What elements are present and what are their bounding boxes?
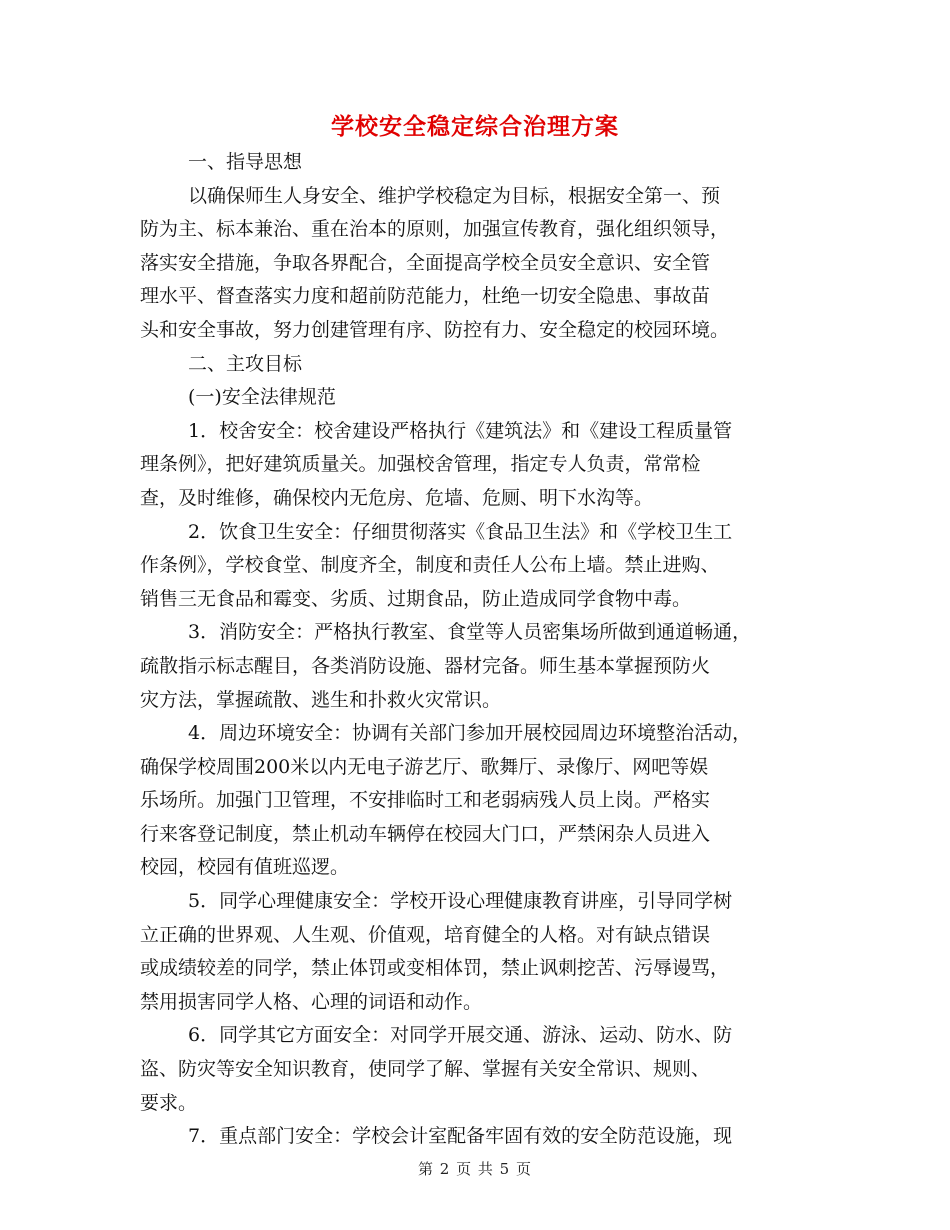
page-number-footer: 第 2 页 共 5 页 [418,1160,532,1178]
text-line: 校园，校园有值班巡逻。 [140,856,350,879]
text-line: 疏散指示标志醒目，各类消防设施、器材完备。师生基本掌握预防火 [140,654,711,677]
text-line: 理水平、督查落实力度和超前防范能力，杜绝一切安全隐患、事故苗 [140,285,711,308]
text-line: 头和安全事故，努力创建管理有序、防控有力、安全稳定的校园环境。 [140,318,730,341]
text-line: 行来客登记制度，禁止机动车辆停在校园大门口，严禁闲杂人员进入 [140,822,711,845]
text-line: 5．同学心理健康安全：学校开设心理健康教育讲座，引导同学树 [188,890,733,913]
document-body [140,146,805,1154]
text-line: 乐场所。加强门卫管理，不安排临时工和老弱病残人员上岗。严格实 [140,789,711,812]
text-line: 7．重点部门安全：学校会计室配备牢固有效的安全防范设施，现 [188,1125,733,1148]
text-line: 1．校舍安全：校舍建设严格执行《建筑法》和《建设工程质量管 [188,419,733,442]
document-title: 学校安全稳定综合治理方案 [331,113,619,140]
text-line: 灾方法，掌握疏散、逃生和扑救火灾常识。 [140,688,502,711]
text-line: 以确保师生人身安全、维护学校稳定为目标，根据安全第一、预 [188,184,721,207]
text-line: 二、主攻目标 [188,352,303,375]
text-line: 查，及时维修，确保校内无危房、危墙、危厕、明下水沟等。 [140,486,654,509]
text-line: 禁用损害同学人格、心理的词语和动作。 [140,990,483,1013]
text-line: 落实安全措施，争取各界配合，全面提高学校全员安全意识、安全管 [140,251,711,274]
text-line: 3．消防安全：严格执行教室、食堂等人员密集场所做到通道畅通， [188,621,752,644]
text-line: 2．饮食卫生安全：仔细贯彻落实《食品卫生法》和《学校卫生工 [188,520,733,543]
text-line: 要求。 [140,1091,198,1114]
text-line: 理条例》，把好建筑质量关。加强校舍管理，指定专人负责，常常检 [140,453,701,476]
text-line: 6．同学其它方面安全：对同学开展交通、游泳、运动、防水、防 [188,1024,733,1047]
text-line: 一、指导思想 [188,151,303,173]
text-line: 防为主、标本兼治、重在治本的原则，加强宣传教育，强化组织领导， [140,218,730,241]
text-line: 作条例》，学校食堂、制度齐全，制度和责任人公布上墙。禁止进购、 [140,554,720,577]
text-line: 4．周边环境安全：协调有关部门参加开展校园周边环境整治活动， [188,722,752,745]
text-line: 确保学校周围200米以内无电子游艺厅、歌舞厅、录像厅、网吧等娱 [140,755,709,778]
text-line: (一)安全法律规范 [188,386,336,409]
text-line: 销售三无食品和霉变、劣质、过期食品，防止造成同学食物中毒。 [140,587,692,610]
text-line: 盗、防灾等安全知识教育，使同学了解、掌握有关安全常识、规则、 [140,1058,711,1081]
text-line: 或成绩较差的同学，禁止体罚或变相体罚，禁止讽刺挖苦、污辱谩骂， [140,957,730,980]
text-line: 立正确的世界观、人生观、价值观，培育健全的人格。对有缺点错误 [140,923,711,946]
